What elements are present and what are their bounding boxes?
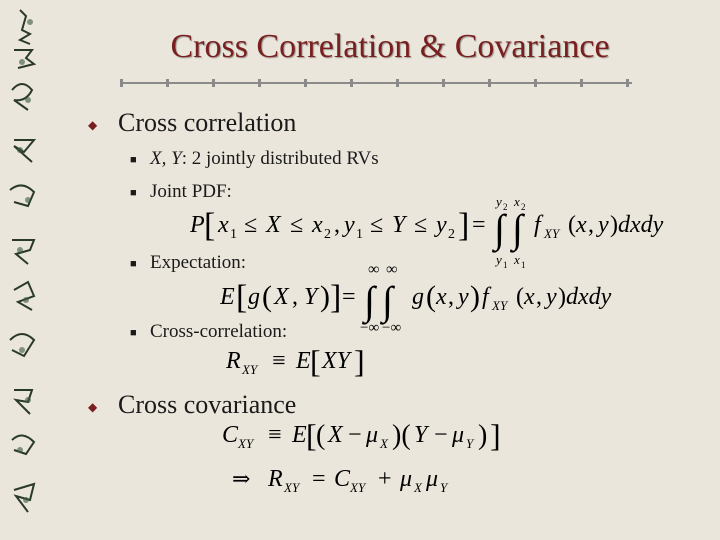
svg-text:≤: ≤ (414, 212, 428, 238)
svg-text:R: R (268, 466, 283, 492)
subitem-expectation: Expectation: (150, 252, 247, 273)
svg-text:−∞: −∞ (382, 320, 402, 336)
svg-text:X: X (274, 284, 289, 310)
svg-text:g: g (412, 284, 424, 310)
svg-text:P: P (190, 212, 205, 238)
subitem-joint-pdf: Joint PDF: (150, 181, 232, 202)
svg-text:∞: ∞ (386, 261, 398, 278)
svg-text:R: R (226, 348, 241, 374)
svg-text:1: 1 (230, 227, 237, 242)
svg-text:X: X (380, 436, 388, 451)
svg-text:1: 1 (356, 227, 363, 242)
svg-text:,: , (334, 212, 340, 238)
square-icon: ■ (130, 327, 137, 339)
svg-text:2: 2 (324, 227, 331, 242)
svg-text:E: E (296, 348, 311, 374)
svg-text:1: 1 (521, 260, 526, 270)
svg-text:XY: XY (238, 436, 254, 451)
bullet-cross-covariance: Cross covariance (118, 390, 297, 419)
svg-text:=: = (472, 212, 486, 238)
svg-text:XY: XY (242, 362, 258, 377)
svg-text:x: x (514, 252, 520, 267)
svg-text:≤: ≤ (290, 212, 304, 238)
square-icon: ■ (130, 187, 137, 199)
subitem-rvs (150, 148, 379, 170)
svg-text:g: g (248, 284, 260, 310)
cross-correlation-formula (226, 340, 386, 384)
svg-text:1: 1 (503, 260, 508, 270)
svg-text:): ) (320, 280, 330, 313)
svg-text:f: f (482, 284, 489, 310)
svg-text:x: x (524, 284, 535, 310)
square-icon: ■ (130, 154, 137, 166)
svg-text:XY: XY (350, 480, 366, 495)
svg-text:X: X (266, 212, 281, 238)
svg-text:X: X (328, 422, 343, 448)
expectation-lower-limits (360, 318, 410, 338)
svg-text:≤: ≤ (244, 212, 258, 238)
square-icon: ■ (130, 258, 137, 270)
svg-text:=: = (312, 466, 326, 492)
svg-text:≡: ≡ (272, 348, 286, 374)
svg-text:x: x (312, 212, 323, 238)
svg-text:,: , (588, 212, 594, 238)
svg-text:∞: ∞ (368, 261, 380, 278)
svg-text:XY: XY (322, 348, 351, 374)
svg-text:]: ] (354, 343, 365, 379)
svg-text:]: ] (458, 207, 470, 244)
svg-text:(: ( (516, 284, 524, 310)
svg-text:C: C (222, 422, 239, 448)
svg-text:dxdy: dxdy (566, 284, 612, 310)
svg-text:X: X (414, 480, 422, 495)
svg-text:]: ] (490, 417, 501, 453)
svg-text:∫: ∫ (494, 206, 505, 251)
subitem-cross-correlation: Cross-correlation: (150, 321, 288, 342)
svg-text:(: ( (262, 280, 272, 313)
svg-text:Y: Y (440, 480, 448, 495)
svg-text:μ: μ (366, 422, 379, 448)
svg-text:): ) (470, 280, 480, 313)
svg-text:μ: μ (426, 466, 439, 492)
svg-text:,: , (536, 284, 542, 310)
diamond-icon: ◆ (88, 400, 98, 414)
svg-text:Y: Y (414, 422, 428, 448)
subitem-rvs-italic: X, Y (150, 148, 182, 169)
svg-text:,: , (448, 284, 454, 310)
svg-text:2: 2 (521, 202, 526, 212)
svg-text:x: x (514, 194, 520, 209)
svg-text:,: , (292, 284, 298, 310)
svg-text:∫: ∫ (364, 278, 375, 323)
svg-text:[: [ (306, 417, 317, 453)
svg-text:≤: ≤ (370, 212, 384, 238)
svg-text:XY: XY (492, 298, 508, 313)
diamond-icon: ◆ (88, 118, 98, 132)
svg-text:y: y (496, 252, 502, 267)
svg-text:): ) (478, 420, 488, 451)
svg-text:2: 2 (503, 202, 508, 212)
svg-text:y: y (496, 194, 502, 209)
svg-text:]: ] (330, 279, 342, 316)
svg-text:=: = (342, 284, 356, 310)
slide-title: Cross Correlation & Covariance (170, 28, 610, 65)
svg-text:≡: ≡ (268, 422, 282, 448)
svg-text:∫: ∫ (382, 278, 393, 323)
svg-text:−: − (434, 422, 448, 448)
bullet-cross-correlation: Cross correlation (118, 108, 297, 137)
svg-text:y: y (436, 212, 447, 238)
svg-text:(: ( (426, 280, 436, 313)
svg-text:−∞: −∞ (360, 320, 380, 336)
svg-text:−: − (348, 422, 362, 448)
cross-covariance-formula (222, 414, 522, 458)
hieroglyph-border (0, 0, 50, 540)
svg-text:+: + (378, 466, 392, 492)
svg-text:): ) (610, 212, 618, 238)
svg-text:Y: Y (304, 284, 318, 310)
svg-text:x: x (218, 212, 229, 238)
svg-text:)(: )( (392, 420, 411, 451)
svg-text:C: C (334, 466, 351, 492)
svg-text:2: 2 (448, 227, 455, 242)
svg-text:f: f (534, 212, 541, 238)
svg-text:dxdy: dxdy (618, 212, 664, 238)
svg-text:XY: XY (544, 226, 560, 241)
svg-text:(: ( (568, 212, 576, 238)
svg-text:[: [ (310, 343, 321, 379)
svg-text:x: x (576, 212, 587, 238)
svg-text:[: [ (204, 207, 216, 244)
svg-text:⇒: ⇒ (232, 466, 251, 491)
svg-text:E: E (292, 422, 307, 448)
svg-text:[: [ (236, 279, 248, 316)
svg-text:(: ( (316, 420, 326, 451)
svg-text:y: y (344, 212, 355, 238)
svg-text:∫: ∫ (512, 206, 523, 251)
svg-text:μ: μ (400, 466, 413, 492)
svg-text:E: E (220, 284, 235, 310)
correlation-covariance-relation (232, 460, 472, 504)
svg-text:y: y (598, 212, 609, 238)
svg-text:y: y (458, 284, 469, 310)
title-underline (120, 76, 632, 90)
svg-text:x: x (436, 284, 447, 310)
svg-text:Y: Y (392, 212, 406, 238)
svg-text:μ: μ (452, 422, 465, 448)
svg-text:XY: XY (284, 480, 300, 495)
subitem-rvs-text: : 2 jointly distributed RVs (181, 148, 379, 169)
svg-text:): ) (558, 284, 566, 310)
svg-text:y: y (546, 284, 557, 310)
svg-text:Y: Y (466, 436, 474, 451)
